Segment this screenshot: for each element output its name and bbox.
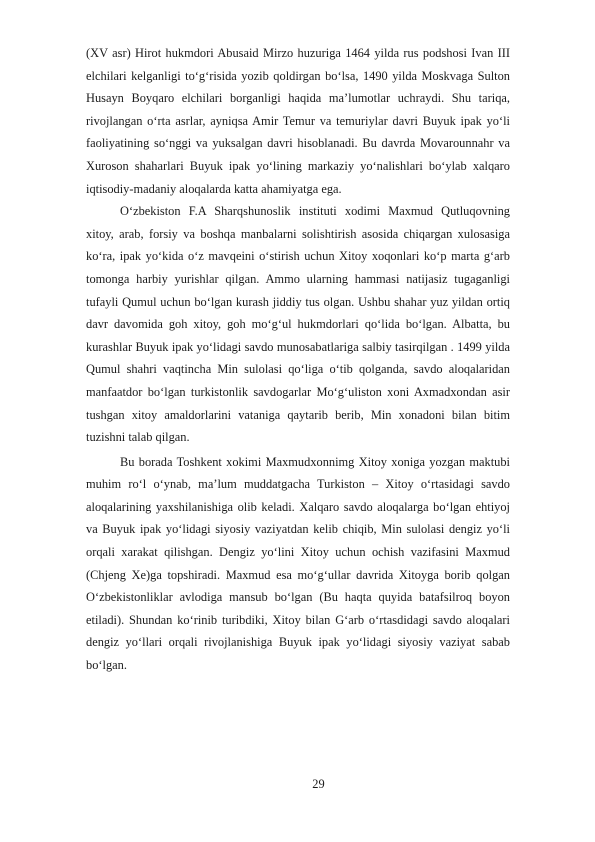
paragraph-2: O‘zbekiston F.A Sharqshunoslik instituti xodimi Maxmud Qutluqovning xitoy, arab, forsiy va boshqa manbalarni solishtirish asosida chiqargan xulosasiga ko‘ra, ipak yo‘kida o‘z mavqeini o‘stirish uchun Xitoy xoqonlari ko‘p marta g‘arb tomonga harbiy yurishlar qilgan. Ammo ularning hammasi natijasiz tugaganligi tufayli Qumul uchun bo‘lgan kurash jiddiy tus olgan. Ushbu shahar yuz yildan ortiq davr davomida goh xitoy, goh mo‘g‘ul hukmdorlari qo‘lida bo‘lgan. Albatta, bu kurashlar Buyuk ipak yo‘lidagi savdo munosabatlariga salbiy tasirqilgan . 1499 yilda Qumul shahri vaqtincha Min sulolasi qo‘liga o‘tib qolganda, savdo aloqalaridan manfaatdor bo‘lgan turkistonlik savdogarlar Mo‘g‘uliston xoni Axmadxondan asir tushgan xitoy amaldorlarini vataniga qaytarib berib, Min xonadoni bilan bitim tuzishni talab qilgan. bbox=[86, 204, 510, 445]
paragraph-3: Bu borada Toshkent xokimi Maxmudxonnimg Xitoy xoniga yozgan maktubi muhim ro‘l o‘ynab, ma’lum muddatgacha Turkiston – Xitoy o‘rtasidagi savdo aloqalarining yaxshilanishiga olib keladi. Xalqaro savdo aloqalarga bo‘lgan ehtiyoj va Buyuk ipak yo‘lidagi siyosiy vaziyatdan kelib chiqib, Min sulolasi dengiz yo‘li orqali xarakat qilishgan. Dengiz yo‘lini Xitoy uchun ochish vazifasini Maxmud (Chjeng Xe)ga topshiradi. Maxmud esa mo‘g‘ullar davrida Xitoyga borib qolgan O‘zbekistonliklar avlodiga mansub bo‘lgan (Bu haqta quyida batafsilroq boyon etiladi). Shundan ko‘rinib turibdiki, Xitoy bilan G‘arb o‘rtasdidagi savdo aloqalari dengiz yo‘llari orqali rivojlanishiga Buyuk ipak yo‘lidagi siyosiy vaziyat sabab bo‘lgan. bbox=[86, 454, 510, 673]
paragraph-1: (XV asr) Hirot hukmdori Abusaid Mirzo huzuriga 1464 yilda rus podshosi Ivan III elchilari kelganligi to‘g‘risida yozib qoldirgan bo‘lsa, 1490 yilda Moskvaga Sulton Husayn Boyqaro elchilari borganligi haqida ma’lumotlar uchraydi. Shu tariqa, rivojlangan o‘rta asrlar, ayniqsa Amir Temur va temuriylar davri Buyuk ipak yo‘li faoliyatining so‘nggi va yuksalgan davri hisoblanadi. Bu davrda Movarounnahr va Xuroson shaharlari Buyuk ipak yo‘lining markaziy yo‘nalishlari bo‘ylab xalqaro iqtisodiy-madaniy aloqalarda katta ahamiyatga ega. bbox=[86, 46, 510, 196]
page-number: 29 bbox=[312, 777, 325, 791]
document-page bbox=[86, 42, 510, 677]
